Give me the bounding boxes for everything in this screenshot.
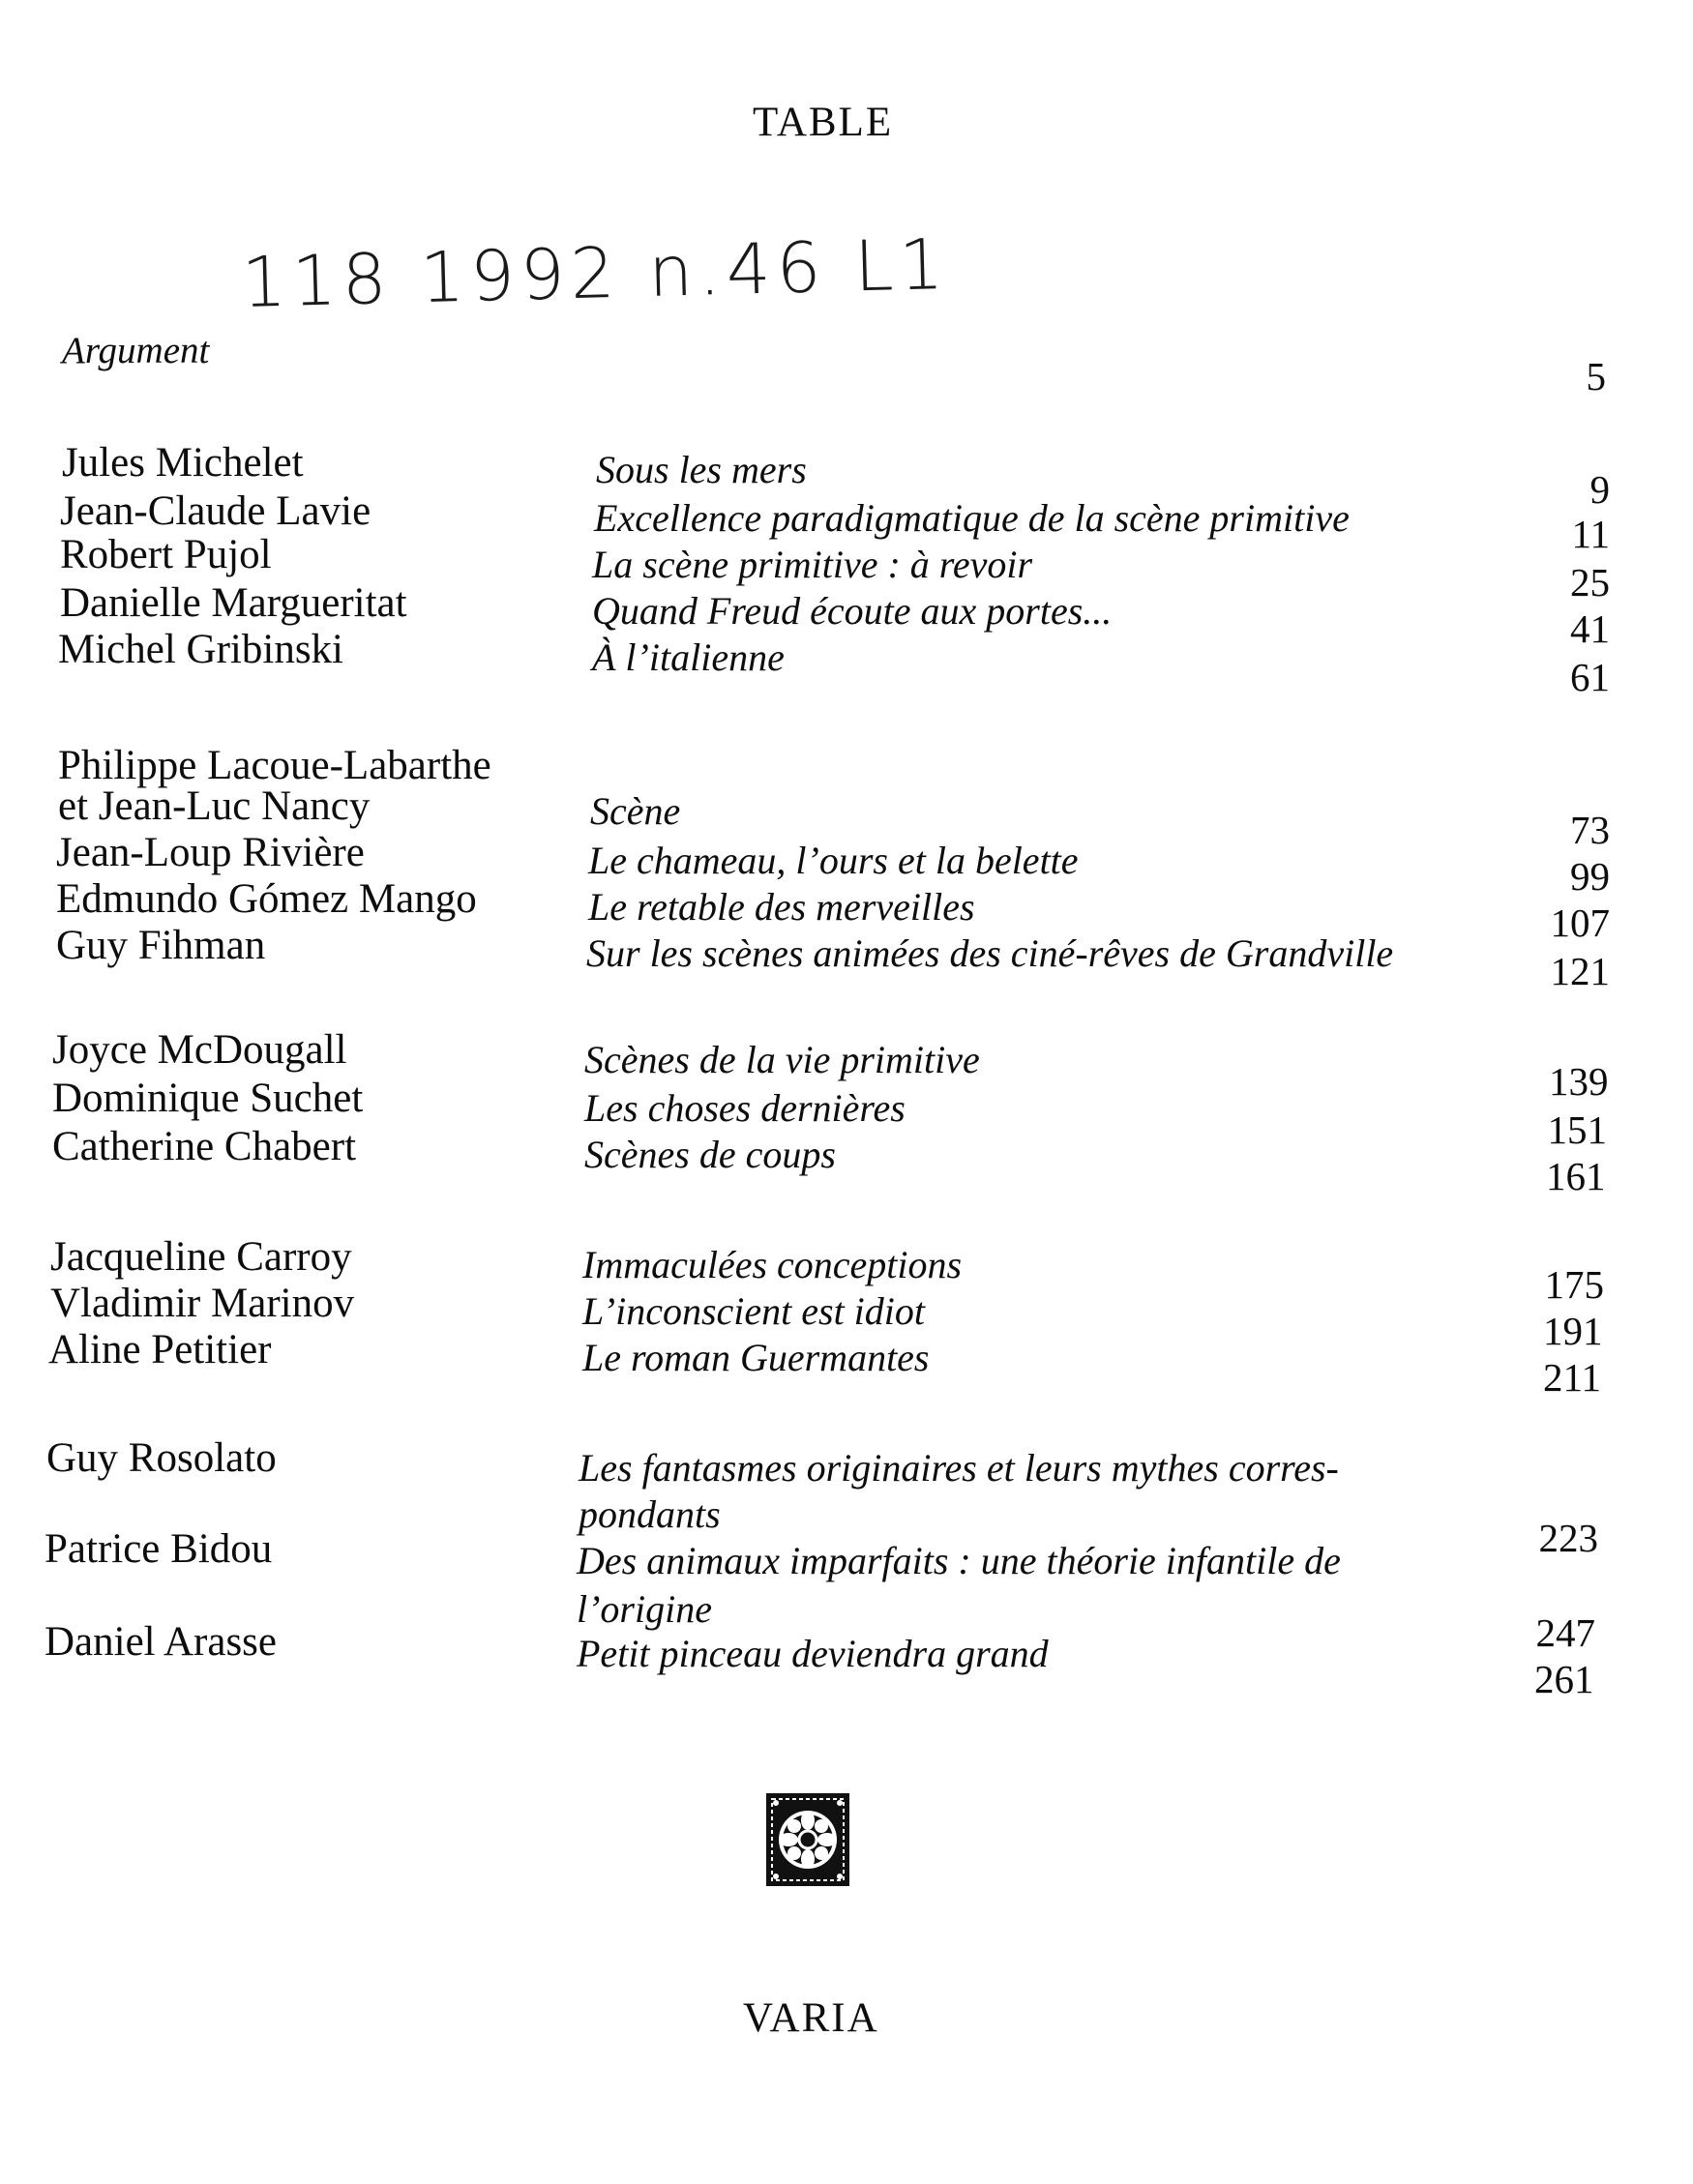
toc-title: Scènes de la vie primitive — [584, 1038, 980, 1081]
toc-author: Jules Michelet — [62, 440, 304, 486]
toc-author: Jacqueline Carroy — [50, 1234, 352, 1280]
toc-author: Robert Pujol — [60, 532, 272, 577]
toc-title: L’inconscient est idiot — [582, 1289, 926, 1333]
toc-title: l’origine — [577, 1587, 712, 1631]
varia-heading: VARIA — [743, 1995, 879, 2041]
toc-author: Edmundo Gómez Mango — [56, 876, 477, 922]
toc-author: Philippe Lacoue-Labarthe — [58, 743, 491, 788]
toc-page-number: 139 — [1549, 1059, 1609, 1104]
toc-author: Michel Gribinski — [58, 627, 343, 672]
toc-title: pondants — [579, 1492, 721, 1536]
toc-author: Danielle Margueritat — [60, 580, 407, 626]
page-heading: TABLE — [753, 100, 894, 145]
toc-author: et Jean-Luc Nancy — [58, 783, 371, 829]
toc-author: Dominique Suchet — [52, 1076, 364, 1121]
toc-page-number: 99 — [1570, 854, 1610, 899]
toc-author: Catherine Chabert — [52, 1124, 357, 1169]
toc-page-number: 61 — [1570, 655, 1610, 699]
toc-title: Petit pinceau deviendra grand — [577, 1632, 1049, 1675]
ornament — [764, 1791, 851, 1893]
toc-title: À l’italienne — [592, 635, 785, 679]
toc-author: Jean-Loup Rivière — [56, 830, 365, 875]
rosette-ornament-icon — [764, 1791, 851, 1888]
toc-page-number: 191 — [1543, 1309, 1603, 1353]
toc-page-number: 11 — [1571, 512, 1610, 556]
toc-author: Jean-Claude Lavie — [60, 488, 371, 534]
argument-label: Argument — [62, 330, 210, 371]
toc-title: Le roman Guermantes — [582, 1336, 930, 1379]
toc-author: Vladimir Marinov — [50, 1281, 355, 1326]
toc-author: Aline Petitier — [48, 1327, 272, 1372]
toc-page-number: 247 — [1535, 1610, 1595, 1655]
toc-title: Des animaux imparfaits : une théorie infantile de — [577, 1539, 1341, 1582]
toc-title: Scènes de coups — [584, 1133, 836, 1176]
toc-page-number: 107 — [1550, 900, 1610, 945]
toc-title: Sur les scènes animées des ciné-rêves de Grandville — [586, 931, 1394, 975]
toc-page-number: 161 — [1546, 1154, 1606, 1198]
toc-page-number: 9 — [1589, 467, 1610, 512]
toc-page-number: 261 — [1534, 1657, 1594, 1701]
toc-page-number: 223 — [1538, 1516, 1598, 1560]
toc-page-number: 151 — [1547, 1107, 1607, 1152]
toc-page-number: 121 — [1550, 949, 1610, 993]
toc-author: Guy Fihman — [56, 923, 266, 968]
toc-title: Scène — [590, 789, 681, 833]
toc-title: La scène primitive : à revoir — [592, 543, 1033, 586]
toc-title: Immaculées conceptions — [582, 1243, 963, 1286]
toc-page-number: 175 — [1544, 1262, 1604, 1307]
toc-title: Le retable des merveilles — [588, 885, 975, 929]
toc-title: Excellence paradigmatique de la scène primitive — [594, 496, 1350, 540]
argument-page: 5 — [1586, 354, 1606, 398]
handwritten-annotation: 118 1992 n.46 L1 — [240, 222, 951, 323]
toc-page-number: 73 — [1570, 808, 1610, 852]
toc-title: Les choses dernières — [584, 1086, 906, 1130]
toc-title: Le chameau, l’ours et la belette — [588, 839, 1079, 882]
toc-title: Les fantasmes originaires et leurs mythes corres- — [579, 1446, 1339, 1490]
toc-page-number: 211 — [1543, 1355, 1601, 1400]
toc-title: Sous les mers — [596, 448, 807, 491]
toc-author: Patrice Bidou — [45, 1526, 273, 1572]
toc-page-number: 41 — [1570, 606, 1610, 651]
toc-title: Quand Freud écoute aux portes... — [592, 589, 1113, 633]
toc-author: Joyce McDougall — [52, 1027, 347, 1073]
toc-page-number: 25 — [1570, 560, 1610, 605]
toc-author: Daniel Arasse — [45, 1619, 278, 1665]
toc-author: Guy Rosolato — [46, 1435, 277, 1481]
